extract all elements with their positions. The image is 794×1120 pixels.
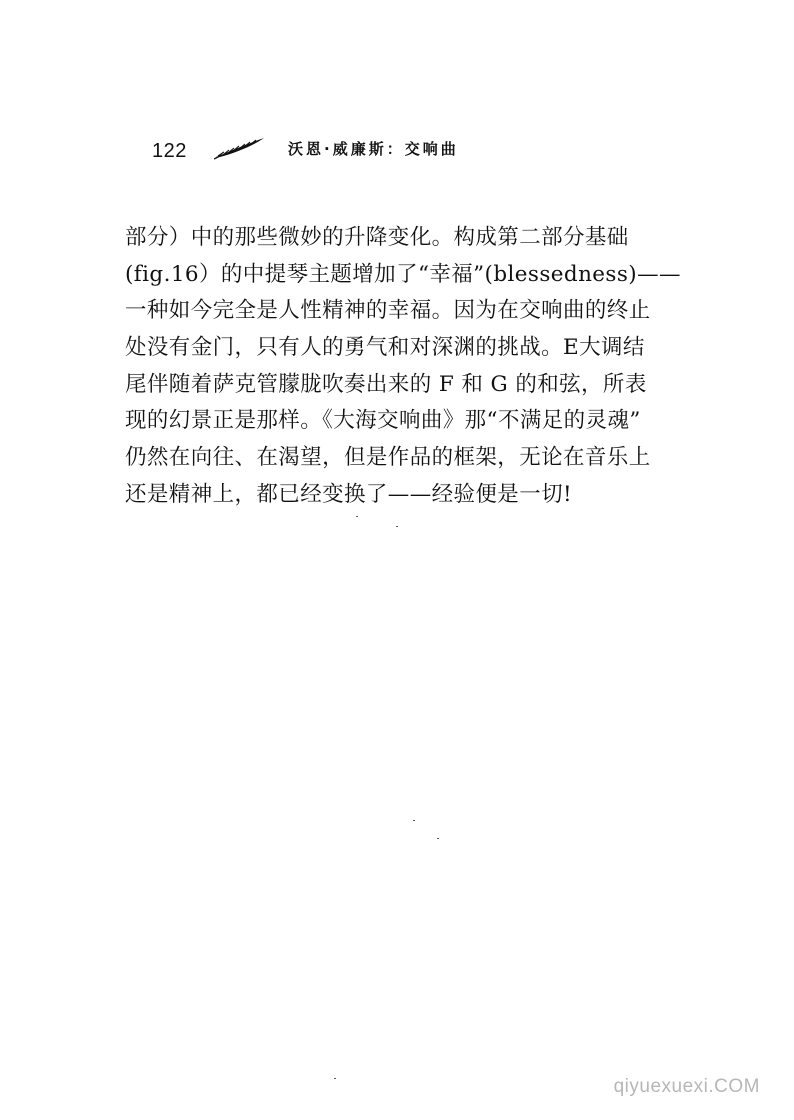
scan-speck xyxy=(334,1078,336,1079)
text-line: 还是精神上，都已经变换了——经验便是一切! xyxy=(125,481,573,507)
page-number: 122 xyxy=(152,140,187,162)
text-line: 尾伴随着萨克管朦胧吹奏出来的 F 和 G 的和弦，所表 xyxy=(125,371,647,397)
scan-speck xyxy=(437,838,439,839)
scan-speck xyxy=(413,820,415,821)
text-line: 仍然在向往、在渴望，但是作品的框架，无论在音乐上 xyxy=(125,445,651,471)
text-line: 部分）中的那些微妙的升降变化。构成第二部分基础 xyxy=(125,225,629,250)
text-line: (fig.16）的中提琴主题增加了“幸福”(blessedness)—— xyxy=(125,261,681,287)
scan-speck xyxy=(396,526,398,527)
watermark: qiyuexuexi.COM xyxy=(613,1076,760,1097)
scan-speck xyxy=(356,516,358,517)
text-line: 一种如今完全是人性精神的幸福。因为在交响曲的终止 xyxy=(125,298,651,324)
running-head-title: 沃恩·威廉斯：交响曲 xyxy=(288,140,459,158)
body-paragraph xyxy=(125,220,695,514)
quill-pen-icon xyxy=(214,136,266,160)
text-line: 现的幻景正是那样。《大海交响曲》那“不满足的灵魂” xyxy=(125,408,641,434)
text-line: 处没有金门，只有人的勇气和对深渊的挑战。E大调结 xyxy=(125,335,645,361)
running-head xyxy=(152,136,572,168)
